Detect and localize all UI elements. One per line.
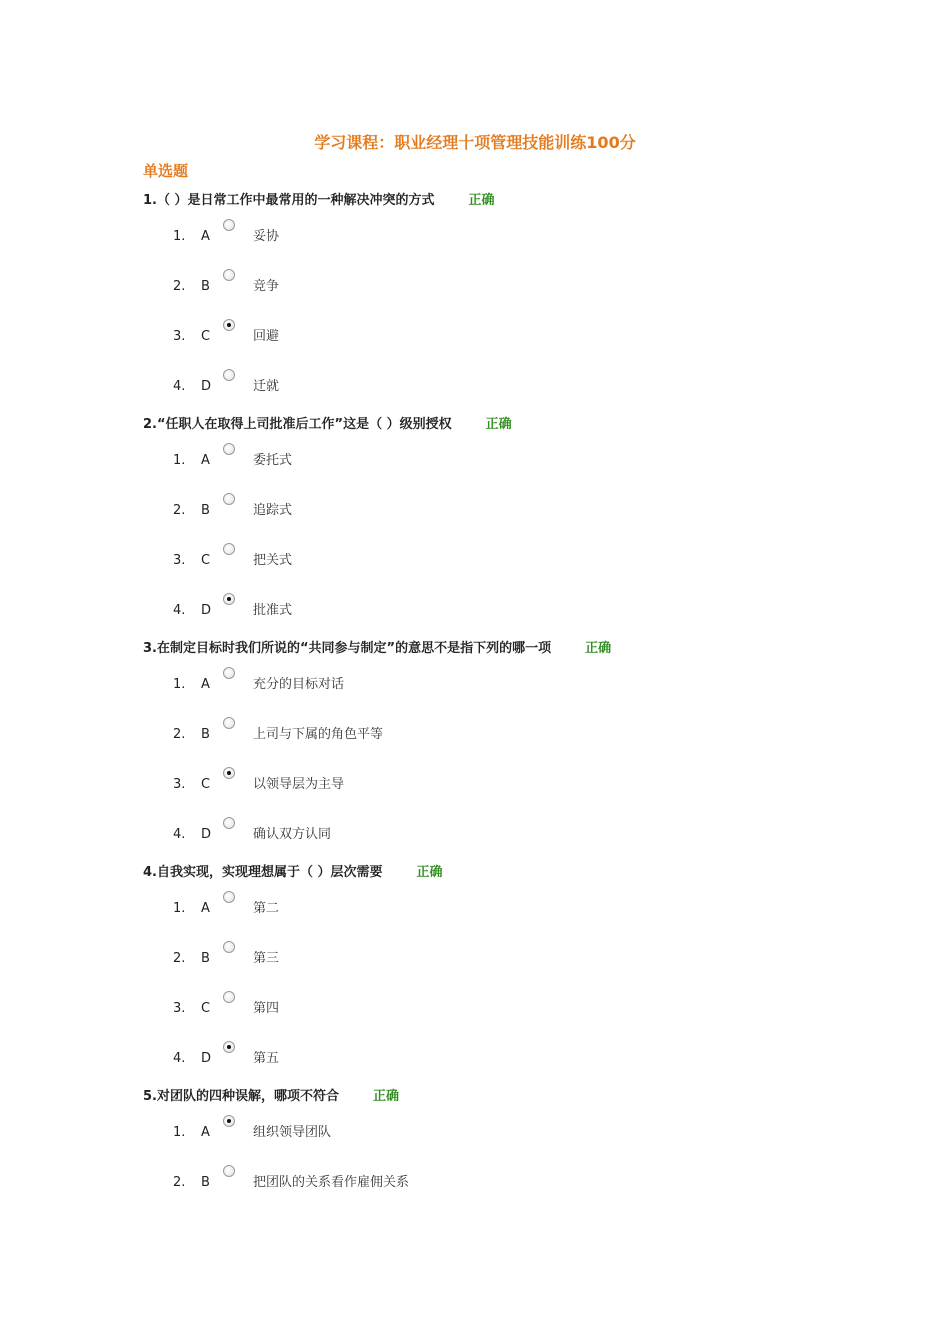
option-number: 2. [173, 727, 186, 742]
answer-option[interactable] [143, 945, 863, 995]
radio-button[interactable] [223, 219, 235, 231]
option-letter: D [201, 1051, 212, 1066]
answer-option[interactable] [143, 1119, 863, 1169]
question-result-badge: 正确 [468, 193, 495, 208]
option-letter: C [201, 1001, 211, 1016]
question-line [143, 191, 863, 211]
answer-option[interactable] [143, 771, 863, 821]
radio-button[interactable] [223, 667, 235, 679]
radio-button[interactable] [223, 443, 235, 455]
option-text: 委托式 [253, 453, 293, 468]
option-number: 1. [173, 453, 186, 468]
option-number: 1. [173, 677, 186, 692]
answer-option[interactable] [143, 995, 863, 1045]
question-line [143, 639, 863, 659]
option-letter: C [201, 553, 211, 568]
question-stem: 4.自我实现，实现理想属于（ ）层次需要 [143, 865, 383, 880]
option-number: 4. [173, 603, 186, 618]
option-text: 批准式 [253, 603, 293, 618]
option-number: 2. [173, 1175, 186, 1190]
radio-button[interactable] [223, 991, 235, 1003]
question-block [143, 863, 863, 1095]
question-block [143, 639, 863, 871]
option-letter: A [201, 229, 210, 244]
question-block [143, 415, 863, 647]
option-number: 3. [173, 1001, 186, 1016]
option-text: 回避 [253, 329, 280, 344]
option-text: 追踪式 [253, 503, 293, 518]
option-text: 第五 [253, 1051, 280, 1066]
radio-button[interactable] [223, 493, 235, 505]
radio-button[interactable] [223, 717, 235, 729]
option-number: 1. [173, 229, 186, 244]
option-letter: D [201, 379, 212, 394]
option-number: 1. [173, 1125, 186, 1140]
radio-button-selected[interactable] [223, 593, 235, 605]
radio-button-selected[interactable] [223, 1115, 235, 1127]
answer-option[interactable] [143, 323, 863, 373]
option-text: 第三 [253, 951, 280, 966]
option-letter: B [201, 503, 210, 518]
option-number: 1. [173, 901, 186, 916]
option-text: 迁就 [253, 379, 280, 394]
option-text: 确认双方认同 [253, 827, 332, 842]
question-line [143, 863, 863, 883]
radio-button[interactable] [223, 369, 235, 381]
radio-button[interactable] [223, 543, 235, 555]
radio-button[interactable] [223, 817, 235, 829]
question-result-badge: 正确 [416, 865, 443, 880]
question-result-badge: 正确 [585, 641, 612, 656]
option-number: 2. [173, 951, 186, 966]
option-letter: C [201, 329, 211, 344]
option-text: 上司与下属的角色平等 [253, 727, 384, 742]
radio-button[interactable] [223, 941, 235, 953]
radio-button-selected[interactable] [223, 1041, 235, 1053]
question-stem: 1.（ ）是日常工作中最常用的一种解决冲突的方式 [143, 193, 435, 208]
option-letter: B [201, 279, 210, 294]
answer-option[interactable] [143, 223, 863, 273]
answer-option[interactable] [143, 273, 863, 323]
radio-button-selected[interactable] [223, 319, 235, 331]
option-letter: A [201, 677, 210, 692]
option-text: 第四 [253, 1001, 280, 1016]
option-letter: D [201, 827, 212, 842]
answer-option[interactable] [143, 447, 863, 497]
option-letter: B [201, 951, 210, 966]
radio-button[interactable] [223, 1165, 235, 1177]
question-result-badge: 正确 [372, 1089, 399, 1104]
option-text: 充分的目标对话 [253, 677, 345, 692]
option-text: 组织领导团队 [253, 1125, 332, 1140]
option-text: 妥协 [253, 229, 280, 244]
option-number: 4. [173, 379, 186, 394]
question-block [143, 1087, 863, 1219]
answer-option[interactable] [143, 497, 863, 547]
question-block [143, 191, 863, 423]
option-letter: D [201, 603, 212, 618]
option-text: 以领导层为主导 [253, 777, 345, 792]
option-text: 第二 [253, 901, 280, 916]
radio-button[interactable] [223, 269, 235, 281]
answer-option[interactable] [143, 1169, 863, 1219]
option-text: 竞争 [253, 279, 280, 294]
question-line [143, 1087, 863, 1107]
section-title: 单选题 [143, 162, 189, 180]
option-letter: C [201, 777, 211, 792]
option-number: 2. [173, 279, 186, 294]
page-title: 学习课程：职业经理十项管理技能训练100分 [314, 133, 636, 152]
option-number: 4. [173, 1051, 186, 1066]
option-letter: A [201, 453, 210, 468]
option-number: 3. [173, 553, 186, 568]
option-letter: A [201, 1125, 210, 1140]
answer-option[interactable] [143, 895, 863, 945]
question-result-badge: 正确 [485, 417, 512, 432]
option-letter: B [201, 1175, 210, 1190]
question-line [143, 415, 863, 435]
option-text: 把团队的关系看作雇佣关系 [253, 1175, 410, 1190]
option-letter: A [201, 901, 210, 916]
answer-option[interactable] [143, 547, 863, 597]
radio-button-selected[interactable] [223, 767, 235, 779]
option-number: 4. [173, 827, 186, 842]
question-stem: 5.对团队的四种误解，哪项不符合 [143, 1089, 339, 1104]
question-stem: 2.“任职人在取得上司批准后工作”这是（ ）级别授权 [143, 417, 452, 432]
option-number: 3. [173, 777, 186, 792]
option-number: 2. [173, 503, 186, 518]
answer-option[interactable] [143, 721, 863, 771]
radio-button[interactable] [223, 891, 235, 903]
option-number: 3. [173, 329, 186, 344]
option-text: 把关式 [253, 553, 293, 568]
question-stem: 3.在制定目标时我们所说的“共同参与制定”的意思不是指下列的哪一项 [143, 641, 552, 656]
option-letter: B [201, 727, 210, 742]
answer-option[interactable] [143, 671, 863, 721]
